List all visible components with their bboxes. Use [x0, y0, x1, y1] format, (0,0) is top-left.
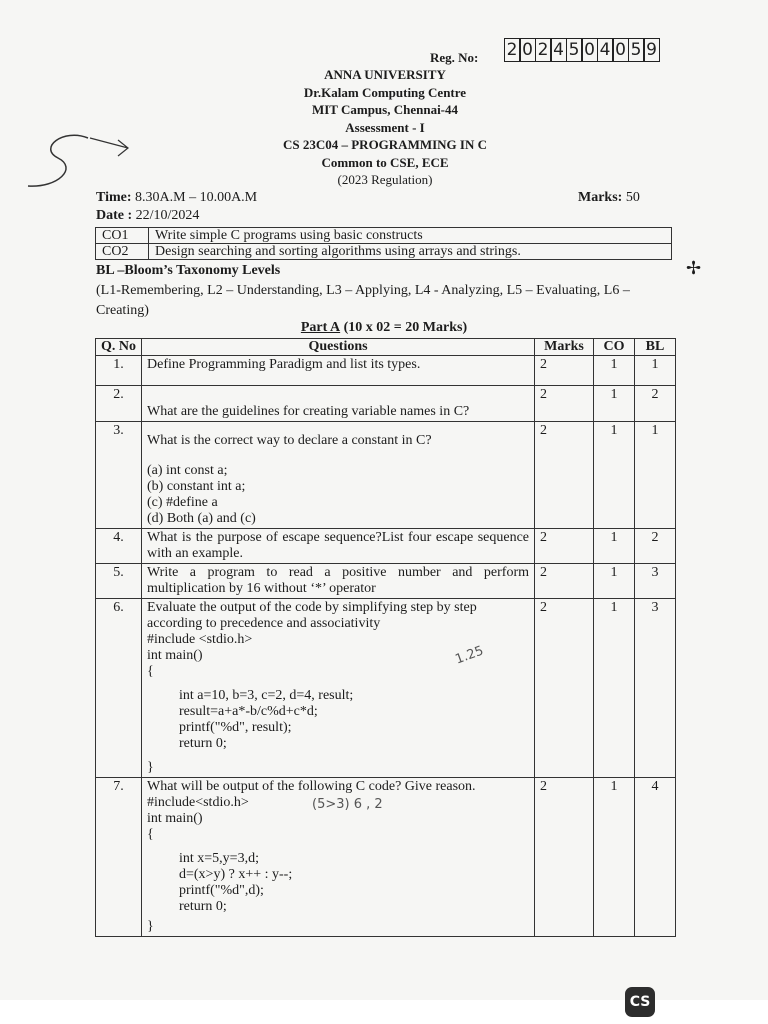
code-line: #include<stdio.h>: [147, 795, 249, 810]
question-prompt: What will be output of the following C code? Give reason.: [147, 779, 476, 794]
pen-scribble: [18, 118, 138, 198]
question-text: What is the purpose of escape sequence?List four escape sequence with an example.: [142, 529, 535, 564]
code-line: {: [147, 827, 154, 842]
camscanner-logo: CS: [625, 987, 655, 1017]
table-row: [96, 529, 676, 564]
code-line: {: [147, 664, 154, 679]
code-line: }: [147, 919, 154, 934]
co-desc: Design searching and sorting algorithms using arrays and strings.: [149, 244, 672, 260]
option-c: (c) #define a: [147, 495, 218, 510]
reg-digit: 2: [535, 38, 552, 62]
question-bl: 1: [635, 422, 676, 529]
university-name: ANNA UNIVERSITY: [324, 67, 446, 82]
reg-digit: 4: [597, 38, 614, 62]
question-marks: 2: [535, 529, 594, 564]
table-row: [96, 422, 676, 529]
question-text: [142, 599, 535, 778]
question-number: 6.: [96, 599, 142, 778]
campus-name: MIT Campus, Chennai-44: [311, 102, 459, 117]
table-row: [96, 386, 676, 422]
bloom-levels: (L1-Remembering, L2 – Understanding, L3 – Applying, L4 - Analyzing, L5 – Evaluating, L6 – Creating): [96, 283, 630, 318]
assessment-title: Assessment - I: [345, 119, 425, 135]
question-marks: 2: [535, 386, 594, 422]
table-row: [96, 356, 676, 386]
reg-digit: 0: [612, 38, 629, 62]
code-line: return 0;: [179, 736, 227, 751]
code-line: d=(x>y) ? x++ : y--;: [179, 867, 293, 882]
question-text: [142, 422, 535, 529]
question-text: Write a program to read a positive number and perform multiplication by 16 without ‘*’ operator: [142, 564, 535, 599]
question-marks: 2: [535, 564, 594, 599]
reg-digit: 5: [566, 38, 583, 62]
code-line: int a=10, b=3, c=2, d=4, result;: [179, 688, 354, 703]
handwritten-note: (5>3) 6 , 2: [312, 797, 383, 812]
reg-digit: 2: [504, 38, 521, 62]
code-line: }: [147, 760, 154, 775]
question-co: 1: [594, 529, 635, 564]
reg-digit: 5: [628, 38, 645, 62]
question-bl: 2: [635, 386, 676, 422]
code-line: int main(): [147, 811, 203, 826]
handwritten-note: 1.25: [453, 643, 486, 668]
question-number: 2.: [96, 386, 142, 422]
question-bl: 4: [635, 778, 676, 937]
total-marks: Marks: 50: [578, 190, 640, 205]
co-code: CO2: [96, 244, 149, 260]
table-header-row: [96, 339, 676, 356]
question-text: Define Programming Paradigm and list its types.: [142, 356, 535, 386]
table-row: [96, 228, 672, 244]
question-bl: 1: [635, 356, 676, 386]
co-code: CO1: [96, 228, 149, 244]
code-line: printf("%d",d);: [179, 883, 264, 898]
question-number: 3.: [96, 422, 142, 529]
question-prompt: What is the correct way to declare a constant in C?: [147, 433, 432, 448]
question-co: 1: [594, 356, 635, 386]
reg-digit: 9: [643, 38, 660, 62]
question-co: 1: [594, 386, 635, 422]
question-bl: 2: [635, 529, 676, 564]
header-bl: BL: [635, 339, 676, 356]
question-bl: 3: [635, 564, 676, 599]
reg-no-label: Reg. No:: [430, 50, 479, 65]
code-line: printf("%d", result);: [179, 720, 292, 735]
centre-name: Dr.Kalam Computing Centre: [303, 84, 467, 100]
question-number: 4.: [96, 529, 142, 564]
star-mark: ✢: [686, 258, 702, 279]
question-number: 5.: [96, 564, 142, 599]
course-title: CS 23C04 – PROGRAMMING IN C: [282, 137, 488, 152]
code-line: int main(): [147, 648, 203, 663]
option-d: (d) Both (a) and (c): [147, 511, 256, 526]
table-row: [96, 599, 676, 778]
question-co: 1: [594, 599, 635, 778]
question-marks: 2: [535, 599, 594, 778]
exam-date: Date : 22/10/2024: [96, 208, 200, 223]
question-prompt: Evaluate the output of the code by simplifying step by step according to precedence and associativity: [147, 600, 477, 631]
course-outcome-table: [95, 227, 672, 260]
question-co: 1: [594, 564, 635, 599]
common-to: Common to CSE, ECE: [321, 154, 449, 170]
code-line: result=a+a*-b/c%d+c*d;: [179, 704, 318, 719]
question-number: 1.: [96, 356, 142, 386]
part-a-heading: Part A (10 x 02 = 20 Marks): [300, 320, 468, 335]
co-desc: Write simple C programs using basic constructs: [149, 228, 672, 244]
question-marks: 2: [535, 356, 594, 386]
question-marks: 2: [535, 778, 594, 937]
questions-table: [95, 338, 676, 937]
question-co: 1: [594, 422, 635, 529]
exam-time: Time: 8.30A.M – 10.00A.M: [96, 190, 258, 205]
reg-digit: 0: [581, 38, 598, 62]
bloom-title: BL –Bloom’s Taxonomy Levels: [96, 263, 281, 278]
code-line: int x=5,y=3,d;: [179, 851, 259, 866]
header-marks: Marks: [535, 339, 594, 356]
option-a: (a) int const a;: [147, 463, 228, 478]
code-line: return 0;: [179, 899, 227, 914]
question-number: 7.: [96, 778, 142, 937]
header-questions: Questions: [142, 339, 535, 356]
header-qno: Q. No: [96, 339, 142, 356]
table-row: [96, 244, 672, 260]
option-b: (b) constant int a;: [147, 479, 246, 494]
exam-header: [230, 66, 540, 189]
regulation: (2023 Regulation): [337, 172, 433, 187]
question-text: What are the guidelines for creating variable names in C?: [142, 386, 535, 422]
question-co: 1: [594, 778, 635, 937]
reg-digit: 4: [550, 38, 567, 62]
reg-digit: 0: [519, 38, 536, 62]
question-bl: 3: [635, 599, 676, 778]
table-row: [96, 564, 676, 599]
code-line: #include <stdio.h>: [147, 632, 253, 647]
question-marks: 2: [535, 422, 594, 529]
header-co: CO: [594, 339, 635, 356]
reg-no-boxes: [505, 38, 660, 62]
table-row: [96, 778, 676, 937]
